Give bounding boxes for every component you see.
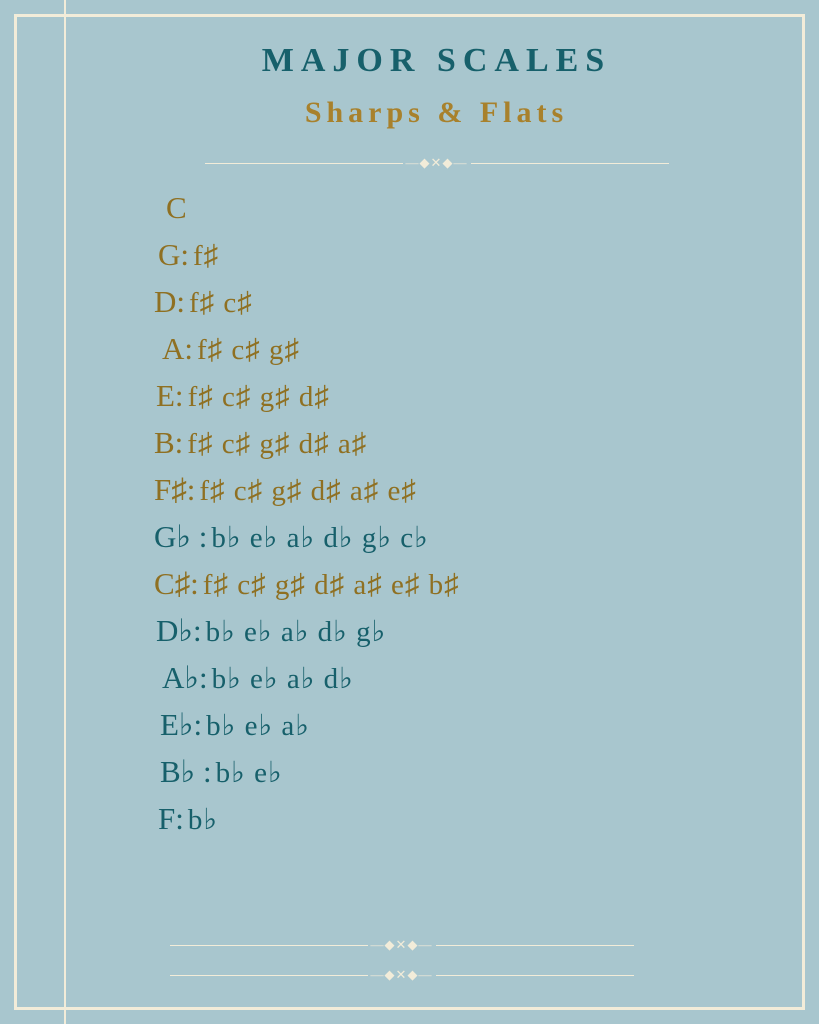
list-item	[70, 756, 803, 788]
divider-top	[205, 156, 669, 170]
scale-entry	[156, 615, 386, 647]
list-item	[70, 474, 803, 506]
scale-root: A:	[162, 331, 193, 366]
list-item	[70, 333, 803, 365]
divider-ornament-icon: —◆✕◆—	[370, 967, 433, 982]
scale-accidentals: f♯ c♯ g♯ d♯ a♯ e♯ b♯	[202, 569, 460, 601]
divider-ornament-icon: —◆✕◆—	[405, 155, 468, 170]
scale-root: D♭:	[156, 613, 202, 648]
page-title: MAJOR SCALES	[261, 42, 612, 79]
scale-root: C♯:	[154, 566, 199, 601]
scale-accidentals: b♭ e♭	[215, 757, 283, 789]
scale-accidentals: b♭ e♭ a♭ d♭	[211, 663, 354, 695]
list-item	[70, 521, 803, 553]
divider-line-left	[170, 945, 368, 946]
bottom-dividers	[0, 922, 803, 982]
scale-entry	[158, 239, 219, 271]
scale-accidentals: b♭ e♭ a♭ d♭ g♭	[205, 616, 387, 648]
scale-accidentals: f♯ c♯ g♯ d♯ a♯ e♯	[199, 475, 417, 507]
scale-root: D:	[154, 284, 185, 319]
divider-line-right	[471, 163, 669, 164]
list-item	[70, 568, 803, 600]
inner-border-line	[64, 0, 66, 1024]
scale-root: F:	[158, 801, 184, 836]
list-item	[70, 427, 803, 459]
scale-list	[70, 192, 803, 835]
divider-line-right	[436, 945, 634, 946]
scale-accidentals: f♯ c♯ g♯ d♯	[187, 381, 330, 413]
divider-ornament-icon: —◆✕◆—	[370, 937, 433, 952]
list-item	[70, 615, 803, 647]
scale-root: B:	[154, 425, 184, 460]
list-item	[70, 803, 803, 835]
divider-bottom-2	[170, 968, 634, 982]
scale-root: F♯:	[154, 472, 196, 507]
scale-root: C	[166, 190, 187, 225]
scale-entry	[154, 286, 253, 318]
scale-accidentals: f♯ c♯ g♯	[197, 334, 301, 366]
scale-entry	[154, 568, 460, 600]
scale-entry	[160, 756, 283, 788]
divider-line-right	[436, 975, 634, 976]
scale-root: B♭ :	[160, 754, 212, 789]
list-item	[70, 380, 803, 412]
divider-bottom-1	[170, 938, 634, 952]
scale-root: G♭ :	[154, 519, 208, 554]
scale-accidentals: f♯ c♯	[189, 287, 253, 319]
list-item	[70, 662, 803, 694]
list-item	[70, 709, 803, 741]
scale-entry	[166, 192, 187, 224]
scale-root: E:	[156, 378, 184, 413]
list-item	[70, 192, 803, 224]
scale-entry	[160, 709, 310, 741]
divider-line-left	[170, 975, 368, 976]
page-subtitle: Sharps & Flats	[304, 96, 569, 129]
list-item	[70, 239, 803, 271]
scale-accidentals: f♯ c♯ g♯ d♯ a♯	[187, 428, 368, 460]
list-item	[70, 286, 803, 318]
scale-entry	[158, 803, 218, 835]
scale-root: E♭:	[160, 707, 203, 742]
scale-entry	[156, 380, 330, 412]
scale-root: G:	[158, 237, 189, 272]
scale-root: A♭:	[162, 660, 208, 695]
scale-entry	[162, 662, 354, 694]
scale-entry	[154, 427, 367, 459]
scale-accidentals: b♭	[187, 804, 219, 836]
scale-accidentals: b♭ e♭ a♭ d♭ g♭ c♭	[211, 522, 429, 554]
scale-accidentals: b♭ e♭ a♭	[206, 710, 310, 742]
poster-content	[70, 0, 803, 1024]
scale-entry	[154, 521, 429, 553]
divider-line-left	[205, 163, 403, 164]
scale-entry	[162, 333, 300, 365]
scale-entry	[154, 474, 417, 506]
scale-accidentals: f♯	[193, 240, 220, 272]
